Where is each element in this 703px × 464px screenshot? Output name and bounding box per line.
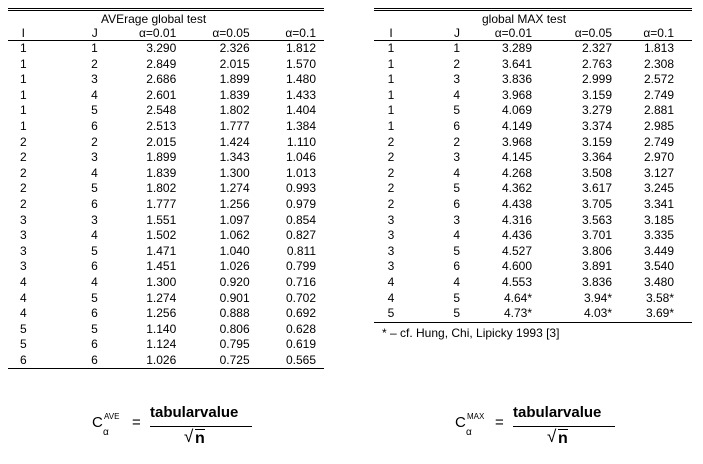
cell-j: 6 <box>453 118 460 133</box>
table-row <box>374 166 692 182</box>
table-row <box>8 275 324 291</box>
table-row <box>8 181 324 197</box>
col-header-alpha-01: α=0.1 <box>614 26 692 41</box>
cell-alpha-001: 1.839 <box>146 165 177 180</box>
table-row <box>374 72 692 88</box>
table-row <box>8 228 324 244</box>
cell-j: 6 <box>91 352 98 367</box>
cell-alpha-005: 3.364 <box>581 150 612 165</box>
cell-alpha-005: 0.806 <box>219 321 250 336</box>
formula-denominator: n <box>558 430 568 447</box>
cell-alpha-01: 1.110 <box>286 134 316 149</box>
ave-table <box>8 26 324 368</box>
table-row <box>8 150 324 166</box>
cell-alpha-005: 3.836 <box>581 274 612 289</box>
cell-alpha-001: 1.451 <box>146 259 177 274</box>
formula-superscript: AVE <box>104 412 120 421</box>
table-row <box>374 41 692 57</box>
cell-j: 2 <box>453 56 460 71</box>
cell-i: 1 <box>19 41 27 55</box>
cell-j: 3 <box>453 150 460 165</box>
cell-alpha-01: 2.572 <box>643 72 674 87</box>
cell-i: 3 <box>19 228 27 243</box>
table-row <box>374 57 692 73</box>
table-row <box>8 322 324 338</box>
table-row <box>374 244 692 260</box>
fraction-bar <box>150 426 252 427</box>
cell-alpha-001: 3.289 <box>501 41 532 55</box>
table-row <box>374 291 692 307</box>
cell-alpha-01: 2.308 <box>643 56 674 71</box>
cell-i: 2 <box>19 181 27 196</box>
cell-j: 3 <box>91 212 98 227</box>
cell-alpha-005: 3.705 <box>581 196 612 211</box>
cell-alpha-01: 1.384 <box>285 118 316 133</box>
cell-alpha-005: 1.062 <box>219 228 250 243</box>
max-panel <box>374 8 692 340</box>
table-row <box>374 150 692 166</box>
cell-j: 1 <box>91 41 98 55</box>
cell-alpha-005: 4.03* <box>583 306 612 321</box>
cell-alpha-001: 4.436 <box>501 228 532 243</box>
cell-alpha-005: 2.763 <box>581 56 612 71</box>
cell-alpha-005: 1.424 <box>219 134 250 149</box>
table-row <box>374 228 692 244</box>
cell-alpha-01: 3.185 <box>643 212 674 227</box>
cell-alpha-001: 1.274 <box>146 290 177 305</box>
cell-i: 1 <box>387 103 395 118</box>
footnote: * – cf. Hung, Chi, Lipicky 1993 [3] <box>382 325 560 340</box>
table-row <box>374 181 692 197</box>
cell-alpha-005: 0.725 <box>219 352 250 367</box>
cell-alpha-01: 0.716 <box>285 274 316 289</box>
col-header-i: I <box>374 26 408 41</box>
cell-alpha-001: 4.069 <box>501 103 532 118</box>
cell-alpha-01: 3.335 <box>643 228 674 243</box>
cell-alpha-001: 1.551 <box>146 212 177 227</box>
cell-j: 4 <box>91 228 98 243</box>
cell-alpha-01: 2.970 <box>643 150 674 165</box>
formula-equals: = <box>132 414 141 431</box>
cell-i: 3 <box>387 228 395 243</box>
cell-alpha-005: 1.300 <box>219 165 250 180</box>
cell-alpha-005: 2.327 <box>581 41 612 55</box>
cell-j: 6 <box>453 259 460 274</box>
cell-alpha-001: 2.548 <box>146 103 177 118</box>
cell-alpha-01: 0.702 <box>285 290 316 305</box>
col-header-alpha-005: α=0.05 <box>540 26 614 41</box>
cell-i: 2 <box>387 150 395 165</box>
table-row <box>8 57 324 73</box>
cell-alpha-001: 4.73* <box>503 306 532 321</box>
cell-j: 5 <box>453 290 460 305</box>
cell-j: 6 <box>91 259 98 274</box>
cell-alpha-01: 0.827 <box>285 228 316 243</box>
cell-alpha-01: 0.993 <box>285 181 316 196</box>
col-header-j: J <box>408 26 462 41</box>
col-header-alpha-001: α=0.01 <box>102 26 182 41</box>
cell-alpha-01: 0.854 <box>285 212 316 227</box>
cell-alpha-005: 3.701 <box>581 228 612 243</box>
cell-alpha-01: 0.799 <box>285 259 316 274</box>
cell-i: 5 <box>19 321 27 336</box>
cell-i: 1 <box>19 103 27 118</box>
cell-alpha-005: 2.015 <box>219 56 250 71</box>
col-header-alpha-01: α=0.1 <box>255 26 324 41</box>
cell-alpha-005: 1.802 <box>219 103 250 118</box>
cell-alpha-01: 1.046 <box>285 150 316 165</box>
cell-j: 4 <box>91 87 98 102</box>
cell-alpha-01: 2.881 <box>643 103 674 118</box>
cell-alpha-001: 4.149 <box>501 118 532 133</box>
cell-i: 1 <box>387 72 395 87</box>
cell-i: 1 <box>19 87 27 102</box>
cell-alpha-005: 1.274 <box>219 181 250 196</box>
cell-alpha-01: 3.58* <box>645 290 674 305</box>
cell-i: 1 <box>387 41 395 55</box>
cell-i: 2 <box>387 165 395 180</box>
table-row <box>8 259 324 275</box>
cell-j: 4 <box>91 274 98 289</box>
table-row <box>374 197 692 213</box>
ave-table-body <box>8 41 324 369</box>
table-row <box>8 213 324 229</box>
cell-j: 6 <box>453 196 460 211</box>
table-row <box>8 166 324 182</box>
cell-j: 4 <box>453 87 460 102</box>
table-row <box>374 135 692 151</box>
cell-alpha-001: 1.777 <box>146 196 177 211</box>
cell-alpha-01: 1.813 <box>643 41 674 55</box>
cell-j: 6 <box>91 306 98 321</box>
formula-symbol: C <box>455 414 466 431</box>
cell-j: 3 <box>91 150 98 165</box>
cell-alpha-001: 1.899 <box>146 150 177 165</box>
cell-i: 6 <box>19 352 27 367</box>
cell-i: 3 <box>387 243 395 258</box>
cell-alpha-01: 0.619 <box>285 337 316 352</box>
formula-numerator: tabularvalue <box>513 404 602 421</box>
cell-alpha-005: 1.256 <box>219 196 250 211</box>
max-table <box>374 26 692 322</box>
table-row <box>8 197 324 213</box>
col-header-alpha-005: α=0.05 <box>181 26 254 41</box>
cell-alpha-01: 1.013 <box>285 165 316 180</box>
cell-alpha-01: 1.570 <box>285 56 316 71</box>
cell-alpha-005: 3.279 <box>581 103 612 118</box>
cell-i: 1 <box>19 72 27 87</box>
cell-i: 2 <box>387 181 395 196</box>
cell-i: 3 <box>19 243 27 258</box>
table-row <box>8 135 324 151</box>
cell-j: 3 <box>91 72 98 87</box>
cell-alpha-001: 4.268 <box>501 165 532 180</box>
cell-alpha-001: 3.641 <box>501 56 532 71</box>
cell-j: 5 <box>91 103 98 118</box>
table-row <box>374 103 692 119</box>
cell-alpha-005: 3.94* <box>583 290 612 305</box>
cell-alpha-001: 4.64* <box>503 290 532 305</box>
table-row <box>374 119 692 135</box>
cell-alpha-01: 0.628 <box>285 321 316 336</box>
cell-alpha-01: 1.433 <box>285 87 316 102</box>
cell-alpha-001: 4.316 <box>501 212 532 227</box>
cell-alpha-001: 2.849 <box>146 56 177 71</box>
table-row <box>8 244 324 260</box>
cell-j: 6 <box>91 337 98 352</box>
cell-j: 3 <box>453 212 460 227</box>
cell-i: 1 <box>387 56 395 71</box>
cell-alpha-001: 2.513 <box>146 118 177 133</box>
cell-i: 4 <box>19 306 27 321</box>
cell-alpha-005: 1.026 <box>219 259 250 274</box>
ave-formula <box>92 402 272 454</box>
cell-alpha-01: 2.749 <box>643 134 674 149</box>
cell-j: 4 <box>91 165 98 180</box>
cell-alpha-001: 1.124 <box>146 337 177 352</box>
cell-i: 2 <box>19 134 27 149</box>
cell-alpha-001: 1.026 <box>146 352 177 367</box>
max-bottom-rule <box>374 322 692 323</box>
table-row <box>8 337 324 353</box>
cell-alpha-001: 3.836 <box>501 72 532 87</box>
table-row <box>374 306 692 322</box>
cell-i: 3 <box>387 259 395 274</box>
table-row <box>374 213 692 229</box>
cell-i: 2 <box>19 150 27 165</box>
cell-alpha-001: 3.290 <box>146 41 177 55</box>
sqrt-symbol: √ <box>547 427 557 446</box>
cell-alpha-001: 4.600 <box>501 259 532 274</box>
cell-alpha-01: 0.565 <box>285 352 316 367</box>
cell-alpha-005: 1.040 <box>219 243 250 258</box>
cell-alpha-005: 2.326 <box>219 41 250 55</box>
cell-alpha-001: 1.140 <box>146 321 177 336</box>
cell-alpha-01: 1.480 <box>285 72 316 87</box>
cell-alpha-005: 1.839 <box>219 87 250 102</box>
max-formula <box>455 402 635 454</box>
cell-i: 3 <box>19 212 27 227</box>
cell-alpha-001: 1.502 <box>146 228 177 243</box>
cell-j: 1 <box>453 41 460 55</box>
cell-alpha-001: 2.686 <box>146 72 177 87</box>
table-row <box>8 306 324 322</box>
cell-alpha-001: 1.471 <box>146 243 177 258</box>
cell-j: 5 <box>453 306 460 321</box>
table-row <box>374 88 692 104</box>
cell-j: 4 <box>453 274 460 289</box>
cell-i: 2 <box>387 134 395 149</box>
ave-panel <box>8 8 324 369</box>
cell-i: 3 <box>19 259 27 274</box>
cell-alpha-001: 3.968 <box>501 87 532 102</box>
sqrt-symbol: √ <box>184 427 194 446</box>
cell-alpha-005: 3.159 <box>581 134 612 149</box>
cell-alpha-001: 2.601 <box>146 87 177 102</box>
cell-i: 2 <box>19 196 27 211</box>
cell-alpha-01: 0.811 <box>286 243 316 258</box>
cell-j: 6 <box>91 196 98 211</box>
cell-alpha-001: 4.362 <box>501 181 532 196</box>
cell-alpha-01: 3.127 <box>643 165 674 180</box>
cell-alpha-005: 0.888 <box>219 306 250 321</box>
cell-alpha-01: 0.692 <box>285 306 316 321</box>
cell-i: 3 <box>387 212 395 227</box>
fraction-bar <box>513 426 615 427</box>
cell-i: 1 <box>387 118 395 133</box>
cell-j: 5 <box>453 243 460 258</box>
table-row <box>8 41 324 57</box>
top-double-rule <box>374 8 692 11</box>
top-double-rule <box>8 8 324 11</box>
table-row <box>374 259 692 275</box>
cell-alpha-001: 3.968 <box>501 134 532 149</box>
table-row <box>8 103 324 119</box>
formula-denominator: n <box>195 430 205 447</box>
formula-subscript: α <box>103 427 109 438</box>
ave-bottom-rule <box>8 368 324 369</box>
cell-j: 6 <box>91 118 98 133</box>
cell-alpha-005: 3.159 <box>581 87 612 102</box>
ave-header-row <box>8 26 324 41</box>
table-row <box>8 88 324 104</box>
cell-alpha-005: 1.899 <box>219 72 250 87</box>
formula-superscript: MAX <box>467 412 485 421</box>
cell-i: 1 <box>387 87 395 102</box>
cell-i: 1 <box>19 118 27 133</box>
cell-i: 4 <box>19 274 27 289</box>
col-header-alpha-001: α=0.01 <box>462 26 540 41</box>
cell-alpha-005: 0.901 <box>219 290 250 305</box>
cell-j: 5 <box>453 103 460 118</box>
cell-alpha-01: 2.985 <box>643 118 674 133</box>
cell-alpha-001: 4.553 <box>501 274 532 289</box>
cell-alpha-005: 3.563 <box>581 212 612 227</box>
cell-alpha-005: 3.891 <box>581 259 612 274</box>
cell-alpha-005: 1.777 <box>219 118 250 133</box>
cell-i: 2 <box>387 196 395 211</box>
cell-alpha-001: 1.300 <box>146 274 177 289</box>
cell-i: 5 <box>19 337 27 352</box>
max-table-body <box>374 41 692 322</box>
cell-alpha-01: 3.69* <box>645 306 674 321</box>
cell-j: 2 <box>91 56 98 71</box>
cell-alpha-01: 3.540 <box>643 259 674 274</box>
cell-j: 3 <box>453 72 460 87</box>
cell-alpha-005: 3.374 <box>581 118 612 133</box>
table-row <box>8 72 324 88</box>
cell-alpha-005: 3.806 <box>581 243 612 258</box>
cell-alpha-001: 4.438 <box>501 196 532 211</box>
table-row <box>8 291 324 307</box>
cell-alpha-001: 1.256 <box>146 306 177 321</box>
cell-alpha-01: 3.341 <box>643 196 674 211</box>
cell-alpha-01: 3.480 <box>643 274 674 289</box>
cell-alpha-01: 0.979 <box>285 196 316 211</box>
cell-alpha-005: 1.097 <box>219 212 250 227</box>
table-row <box>374 275 692 291</box>
cell-i: 4 <box>387 274 395 289</box>
cell-j: 5 <box>453 181 460 196</box>
cell-alpha-01: 1.812 <box>285 41 316 55</box>
formula-equals: = <box>495 414 504 431</box>
cell-i: 1 <box>19 56 27 71</box>
cell-alpha-001: 4.145 <box>501 150 532 165</box>
table-row <box>8 353 324 369</box>
cell-alpha-005: 3.508 <box>581 165 612 180</box>
ave-title: AVErage global test <box>101 12 207 26</box>
cell-alpha-01: 1.404 <box>285 103 316 118</box>
cell-alpha-01: 2.749 <box>643 87 674 102</box>
cell-i: 4 <box>387 290 395 305</box>
cell-alpha-005: 3.617 <box>581 181 612 196</box>
table-row <box>8 119 324 135</box>
col-header-j: J <box>39 26 102 41</box>
cell-j: 2 <box>91 134 98 149</box>
max-title: global MAX test <box>482 12 567 26</box>
cell-j: 5 <box>91 243 98 258</box>
cell-j: 5 <box>91 181 98 196</box>
cell-alpha-001: 1.802 <box>146 181 177 196</box>
cell-i: 4 <box>19 290 27 305</box>
formula-numerator: tabularvalue <box>150 404 239 421</box>
cell-alpha-005: 0.920 <box>219 274 250 289</box>
max-header-row <box>374 26 692 41</box>
cell-alpha-001: 4.527 <box>501 243 532 258</box>
cell-alpha-01: 3.449 <box>643 243 674 258</box>
cell-i: 5 <box>387 306 395 321</box>
cell-j: 5 <box>91 321 98 336</box>
cell-j: 2 <box>453 134 460 149</box>
cell-alpha-005: 1.343 <box>219 150 250 165</box>
cell-j: 5 <box>91 290 98 305</box>
col-header-i: I <box>8 26 39 41</box>
formula-subscript: α <box>466 427 472 438</box>
cell-i: 2 <box>19 165 27 180</box>
cell-j: 4 <box>453 165 460 180</box>
formula-symbol: C <box>92 414 103 431</box>
cell-alpha-005: 0.795 <box>219 337 250 352</box>
cell-alpha-005: 2.999 <box>581 72 612 87</box>
cell-alpha-001: 2.015 <box>146 134 177 149</box>
cell-alpha-01: 3.245 <box>643 181 674 196</box>
cell-j: 4 <box>453 228 460 243</box>
